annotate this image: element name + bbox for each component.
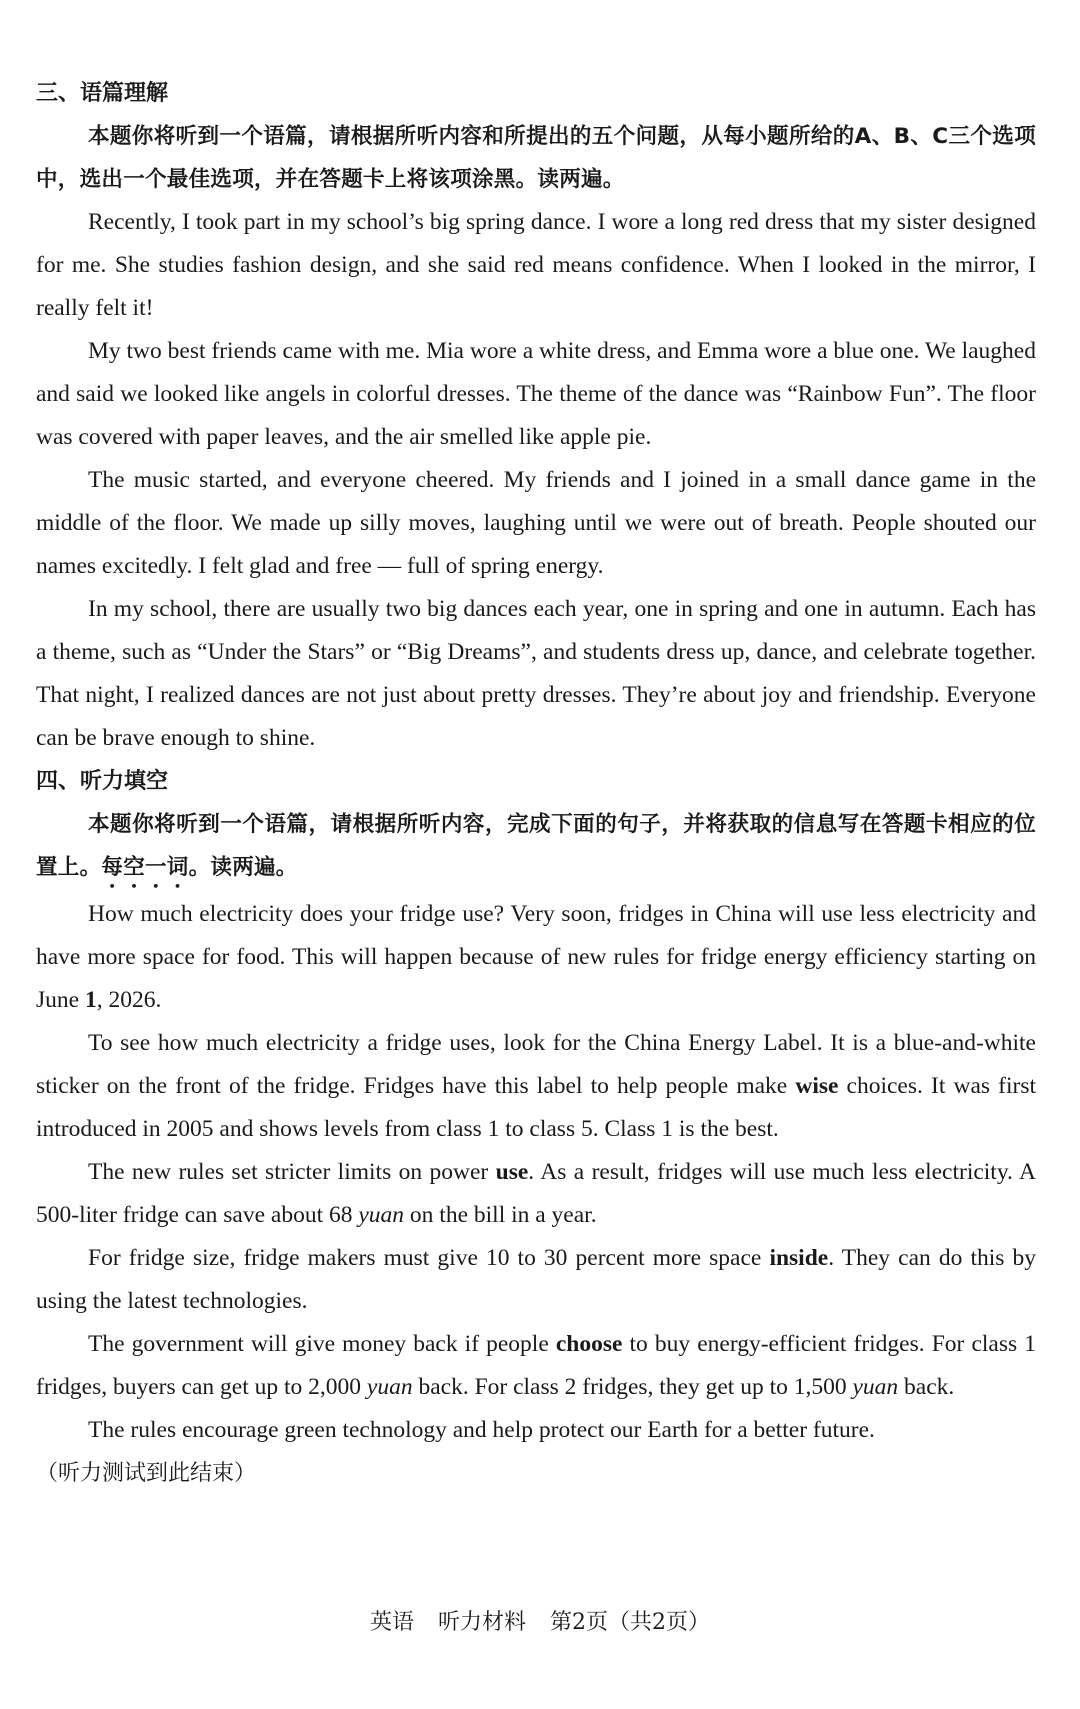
p5-italic-yuan-2: yuan: [852, 1374, 899, 1400]
p1-bold-date: 1: [84, 987, 97, 1013]
section-4-paragraph-5: [36, 1323, 1036, 1409]
p3-text-a: The new rules set stricter limits on power: [88, 1159, 496, 1185]
section-3-paragraph-3: The music started, and everyone cheered. My friends and I joined in a small dance game in the middle of the floor. We made up silly moves, laughing until we were out of breath. People shouted our names excitedly. I felt glad and free — full of spring energy.: [36, 467, 1036, 579]
p5-text-d: back.: [898, 1374, 955, 1400]
section-4-instruction-emphasis: 每空一词: [101, 855, 189, 880]
section-3-instruction: 本题你将听到一个语篇，请根据所听内容和所提出的五个问题，从每小题所给的A、B、C三个选项中，选出一个最佳选项，并在答题卡上将该项涂黑。读两遍。: [36, 124, 1036, 192]
section-4-instruction-end: 。读两遍。: [188, 855, 298, 880]
page-footer: [0, 1603, 1080, 1643]
p4-text-a: For fridge size, fridge makers must give 10 to 30 percent more space: [88, 1245, 770, 1271]
footer-material: 听力材料: [438, 1610, 527, 1635]
section-4-paragraph-1: [36, 893, 1036, 1022]
p3-italic-yuan: yuan: [358, 1202, 405, 1228]
footer-page-number: 第2页（共2页）: [550, 1610, 711, 1635]
p5-text-b: to buy energy-efficient fridges. For class 1 fridges, buyers can get up to 2,000: [36, 1331, 1036, 1400]
p3-bold-use: use: [495, 1159, 529, 1185]
section-4-paragraph-6: The rules encourage green technology and help protect our Earth for a better future.: [88, 1417, 875, 1443]
section-4-instruction: [36, 803, 1036, 893]
section-3-heading: 三、语篇理解: [36, 81, 169, 106]
section-4-paragraph-4: [36, 1237, 1036, 1323]
p2-bold-wise: wise: [795, 1073, 839, 1099]
p4-bold-inside: inside: [769, 1245, 829, 1271]
section-4-heading: 四、听力填空: [36, 769, 169, 794]
document-body: [36, 72, 1036, 1495]
p1-text-a: How much electricity does your fridge use? Very soon, fridges in China will use less electricity and have more space for food. This will happen because of new rules for fridge energy efficiency starting on June: [36, 901, 1036, 1013]
section-4-instruction-text: 本题你将听到一个语篇，请根据所听内容，完成下面的句子，并将获取的信息写在答题卡相应的位置上。: [36, 812, 1036, 880]
footer-subject: 英语: [369, 1610, 414, 1635]
p5-bold-choose: choose: [555, 1331, 623, 1357]
p3-text-b: . As a result, fridges will use much less electricity. A 500-liter fridge can save about 68: [36, 1159, 1037, 1228]
p3-text-c: on the bill in a year.: [404, 1202, 597, 1228]
p4-text-b: . They can do this by using the latest technologies.: [36, 1245, 1036, 1314]
section-3-paragraph-2: My two best friends came with me. Mia wore a white dress, and Emma wore a blue one. We laughed and said we looked like angels in colorful dresses. The theme of the dance was “Rainbow Fun”. The floor was covered with paper leaves, and the air smelled like apple pie.: [36, 338, 1036, 450]
section-3-paragraph-1: Recently, I took part in my school’s big spring dance. I wore a long red dress that my sister designed for me. She studies fashion design, and she said red means confidence. When I looked in the mirror, I really felt it!: [36, 209, 1036, 321]
section-4-paragraph-2: [36, 1022, 1036, 1151]
test-end-note: （听力测试到此结束）: [36, 1461, 257, 1486]
p2-text-a: To see how much electricity a fridge uses, look for the China Energy Label. It is a blue-and-white sticker on the front of the fridge. Fridges have this label to help people make: [36, 1030, 1036, 1099]
p5-italic-yuan-1: yuan: [366, 1374, 413, 1400]
p2-text-b: choices. It was first introduced in 2005 and shows levels from class 1 to class 5. Class 1 is the best.: [36, 1073, 1036, 1142]
p1-text-b: , 2026.: [96, 987, 162, 1013]
p5-text-a: The government will give money back if people: [88, 1331, 556, 1357]
section-4-paragraph-3: [36, 1151, 1036, 1237]
p5-text-c: back. For class 2 fridges, they get up to 1,500: [412, 1374, 853, 1400]
section-3-paragraph-4: In my school, there are usually two big dances each year, one in spring and one in autumn. Each has a theme, such as “Under the Stars” or “Big Dreams”, and students dress up, dance, and celebrate together. That night, I realized dances are not just about pretty dresses. They’re about joy and friendship. Everyone can be brave enough to shine.: [36, 596, 1036, 751]
